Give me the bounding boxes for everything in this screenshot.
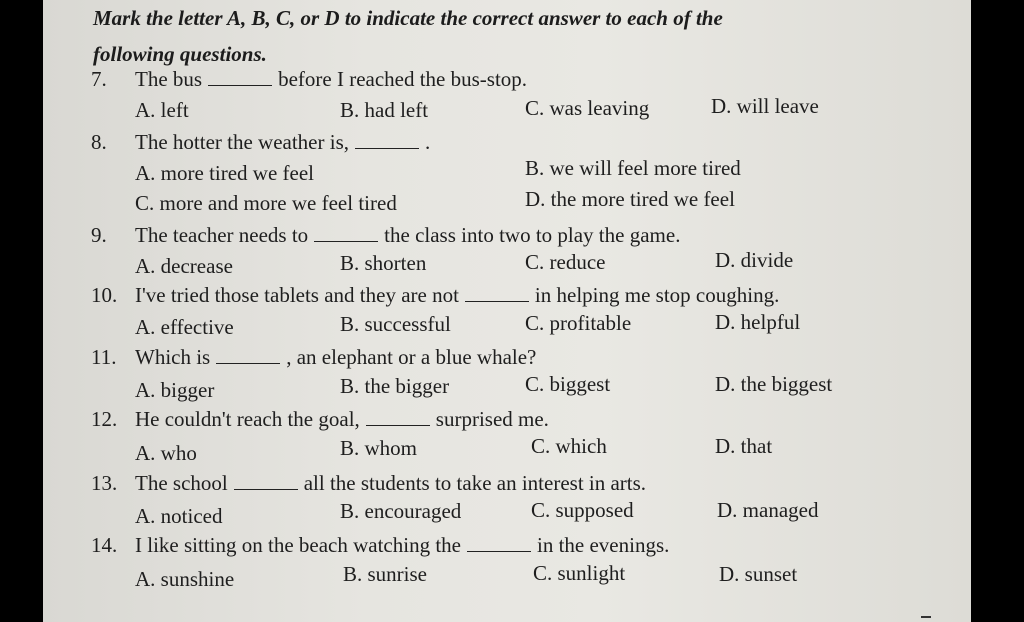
option-b: B. successful	[340, 312, 451, 336]
question-stem-end: , an elephant or a blue whale?	[286, 345, 537, 369]
option-a: A. decrease	[135, 254, 233, 278]
question-stem-end: all the students to take an interest in arts.	[303, 471, 647, 495]
option-b: B. sunrise	[343, 562, 427, 586]
option-d: D. will leave	[711, 94, 819, 118]
option-a: A. who	[135, 441, 197, 465]
instruction-line-1: Mark the letter A, B, C, or D to indicate the correct answer to each of the	[93, 6, 723, 30]
question-number: 9.	[91, 223, 107, 247]
option-a: A. more tired we feel	[135, 161, 315, 185]
option-d: D. divide	[715, 248, 794, 272]
option-a: A. effective	[135, 315, 234, 339]
question-13	[91, 470, 646, 496]
option-a: A. sunshine	[135, 567, 235, 591]
option-c: C. profitable	[525, 311, 632, 335]
question-stem-end: surprised me.	[435, 407, 549, 431]
answer-blank	[467, 533, 531, 552]
question-stem-start: The hotter the weather is,	[135, 130, 349, 154]
option-c: C. reduce	[525, 250, 606, 274]
question-11	[91, 344, 536, 370]
answer-blank	[314, 223, 378, 242]
option-c: C. more and more we feel tired	[135, 191, 397, 215]
question-9	[91, 222, 680, 248]
question-stem-start: He couldn't reach the goal,	[135, 407, 360, 431]
option-b: B. whom	[340, 436, 418, 460]
answer-blank	[208, 67, 272, 86]
question-number: 14.	[91, 533, 118, 557]
question-stem-end: before I reached the bus-stop.	[278, 67, 528, 91]
option-a: A. bigger	[135, 378, 215, 402]
question-stem-start: The teacher needs to	[135, 223, 309, 247]
question-number: 8.	[91, 130, 107, 154]
answer-blank	[355, 130, 419, 149]
option-a: A. left	[135, 98, 189, 122]
option-a: A. noticed	[135, 504, 223, 528]
option-d: D. helpful	[715, 310, 801, 334]
question-14	[91, 532, 669, 558]
option-b: B. shorten	[340, 251, 427, 275]
option-d: D. that	[715, 434, 773, 458]
option-c: C. biggest	[525, 372, 611, 396]
option-b: B. we will feel more tired	[525, 156, 741, 180]
answer-blank	[465, 283, 529, 302]
question-number: 13.	[91, 471, 118, 495]
option-c: C. sunlight	[533, 561, 626, 585]
question-number: 7.	[91, 67, 107, 91]
option-c: C. supposed	[531, 498, 634, 522]
question-stem-start: Which is	[135, 345, 211, 369]
question-stem-start: The school	[135, 471, 228, 495]
answer-blank	[216, 345, 280, 364]
option-b: B. encouraged	[340, 499, 462, 523]
worksheet-page	[43, 0, 971, 622]
question-10	[91, 282, 779, 308]
answer-blank	[234, 471, 298, 490]
option-c: C. was leaving	[525, 96, 650, 120]
question-stem-start: I've tried those tablets and they are not	[135, 283, 459, 307]
question-12	[91, 406, 549, 432]
question-number: 11.	[91, 345, 117, 369]
option-d: D. sunset	[719, 562, 798, 586]
question-number: 12.	[91, 407, 118, 431]
instruction-line-2: following questions.	[93, 42, 267, 66]
question-stem-end: in the evenings.	[537, 533, 670, 557]
option-d: D. managed	[717, 498, 819, 522]
question-stem-start: The bus	[135, 67, 203, 91]
pen-mark	[921, 616, 931, 618]
answer-blank	[366, 407, 430, 426]
instructions	[93, 0, 913, 72]
question-stem-end: .	[425, 130, 431, 154]
question-7	[91, 66, 527, 92]
question-stem-start: I like sitting on the beach watching the	[135, 533, 461, 557]
option-c: C. which	[531, 434, 607, 458]
option-b: B. had left	[340, 98, 429, 122]
question-stem-end: in helping me stop coughing.	[534, 283, 780, 307]
question-8	[91, 129, 430, 155]
option-b: B. the bigger	[340, 374, 450, 398]
question-number: 10.	[91, 283, 118, 307]
option-d: D. the more tired we feel	[525, 187, 735, 211]
question-stem-end: the class into two to play the game.	[384, 223, 681, 247]
option-d: D. the biggest	[715, 372, 833, 396]
